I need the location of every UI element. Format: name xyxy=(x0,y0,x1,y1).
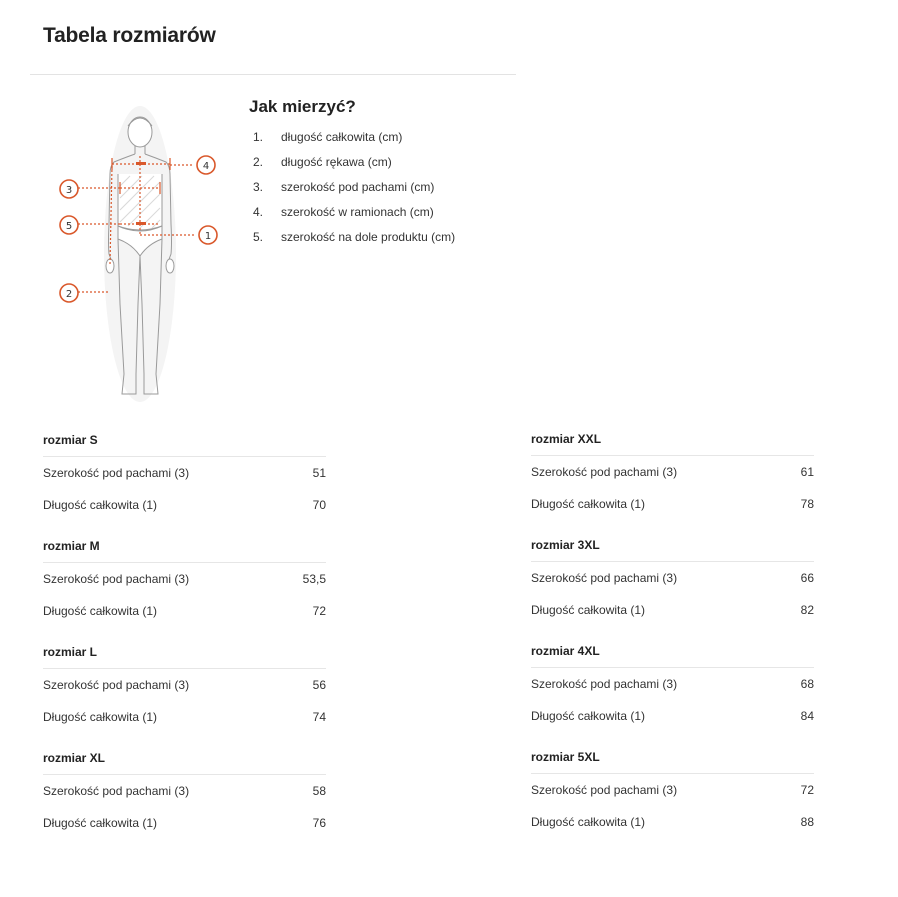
size-row xyxy=(43,669,326,701)
size-row xyxy=(531,774,814,806)
size-title: rozmiar 4XL xyxy=(531,639,814,668)
row-value: 72 xyxy=(312,604,326,618)
row-label: Szerokość pod pachami (3) xyxy=(531,571,678,585)
size-row xyxy=(43,457,326,489)
row-value: 74 xyxy=(312,710,326,724)
size-group-4xl xyxy=(531,639,814,745)
row-label: Szerokość pod pachami (3) xyxy=(531,465,678,479)
row-label: Długość całkowita (1) xyxy=(531,497,646,511)
size-row xyxy=(531,562,814,594)
row-label: Szerokość pod pachami (3) xyxy=(43,572,190,586)
size-row xyxy=(43,489,326,521)
size-column-right xyxy=(531,427,814,851)
size-row xyxy=(531,488,814,520)
row-label: Długość całkowita (1) xyxy=(531,709,646,723)
measurement-item: 4. szerokość w ramionach (cm) xyxy=(253,205,434,219)
size-group-xxl xyxy=(531,427,814,533)
size-title: rozmiar S xyxy=(43,428,326,457)
marker-4-icon xyxy=(197,156,215,174)
size-row xyxy=(43,807,326,839)
size-row xyxy=(43,563,326,595)
measurement-figure xyxy=(52,104,224,404)
row-label: Długość całkowita (1) xyxy=(531,603,646,617)
size-group-xl xyxy=(43,746,326,852)
size-group-3xl xyxy=(531,533,814,639)
size-group-s xyxy=(43,428,326,534)
title-divider xyxy=(30,74,516,75)
row-value: 76 xyxy=(312,816,326,830)
size-row xyxy=(43,595,326,627)
marker-1-label: 1 xyxy=(204,231,212,242)
row-value: 70 xyxy=(312,498,326,512)
size-row xyxy=(43,775,326,807)
size-row xyxy=(43,701,326,733)
size-row xyxy=(531,700,814,732)
row-value: 66 xyxy=(800,571,814,585)
marker-3-icon xyxy=(60,180,78,198)
row-value: 82 xyxy=(800,603,814,617)
marker-3-label: 3 xyxy=(65,185,73,196)
how-to-measure-heading: Jak mierzyć? xyxy=(249,97,356,116)
marker-5-icon xyxy=(60,216,78,234)
row-label: Szerokość pod pachami (3) xyxy=(43,466,190,480)
size-row xyxy=(531,594,814,626)
row-value: 56 xyxy=(312,678,326,692)
size-title: rozmiar L xyxy=(43,640,326,669)
marker-2-label: 2 xyxy=(65,289,73,300)
row-label: Długość całkowita (1) xyxy=(43,498,158,512)
size-group-m xyxy=(43,534,326,640)
size-row xyxy=(531,668,814,700)
row-label: Długość całkowita (1) xyxy=(43,604,158,618)
size-row xyxy=(531,456,814,488)
row-label: Długość całkowita (1) xyxy=(43,816,158,830)
measurement-list xyxy=(249,125,549,250)
row-label: Długość całkowita (1) xyxy=(531,815,646,829)
how-to-measure xyxy=(249,97,549,250)
row-value: 72 xyxy=(800,783,814,797)
row-value: 51 xyxy=(312,466,326,480)
row-value: 84 xyxy=(800,709,814,723)
marker-4-label: 4 xyxy=(202,161,210,172)
page-title: Tabela rozmiarów xyxy=(43,24,216,47)
row-value: 53,5 xyxy=(302,572,326,586)
marker-1-icon xyxy=(199,226,217,244)
measurement-item: 1. długość całkowita (cm) xyxy=(253,130,403,144)
row-label: Szerokość pod pachami (3) xyxy=(43,784,190,798)
row-value: 61 xyxy=(800,465,814,479)
marker-5-label: 5 xyxy=(65,221,73,232)
size-title: rozmiar 3XL xyxy=(531,533,814,562)
size-title: rozmiar M xyxy=(43,534,326,563)
size-group-5xl xyxy=(531,745,814,851)
size-column-left xyxy=(43,428,326,852)
measurement-item: 3. szerokość pod pachami (cm) xyxy=(253,180,435,194)
size-title: rozmiar 5XL xyxy=(531,745,814,774)
row-value: 58 xyxy=(312,784,326,798)
measurement-item: 5. szerokość na dole produktu (cm) xyxy=(253,230,456,244)
row-label: Szerokość pod pachami (3) xyxy=(531,783,678,797)
size-group-l xyxy=(43,640,326,746)
row-label: Długość całkowita (1) xyxy=(43,710,158,724)
size-row xyxy=(531,806,814,838)
row-value: 88 xyxy=(800,815,814,829)
marker-2-icon xyxy=(60,284,78,302)
row-value: 78 xyxy=(800,497,814,511)
size-title: rozmiar XXL xyxy=(531,427,814,456)
row-value: 68 xyxy=(800,677,814,691)
measurement-item: 2. długość rękawa (cm) xyxy=(253,155,392,169)
row-label: Szerokość pod pachami (3) xyxy=(43,678,190,692)
row-label: Szerokość pod pachami (3) xyxy=(531,677,678,691)
size-title: rozmiar XL xyxy=(43,746,326,775)
